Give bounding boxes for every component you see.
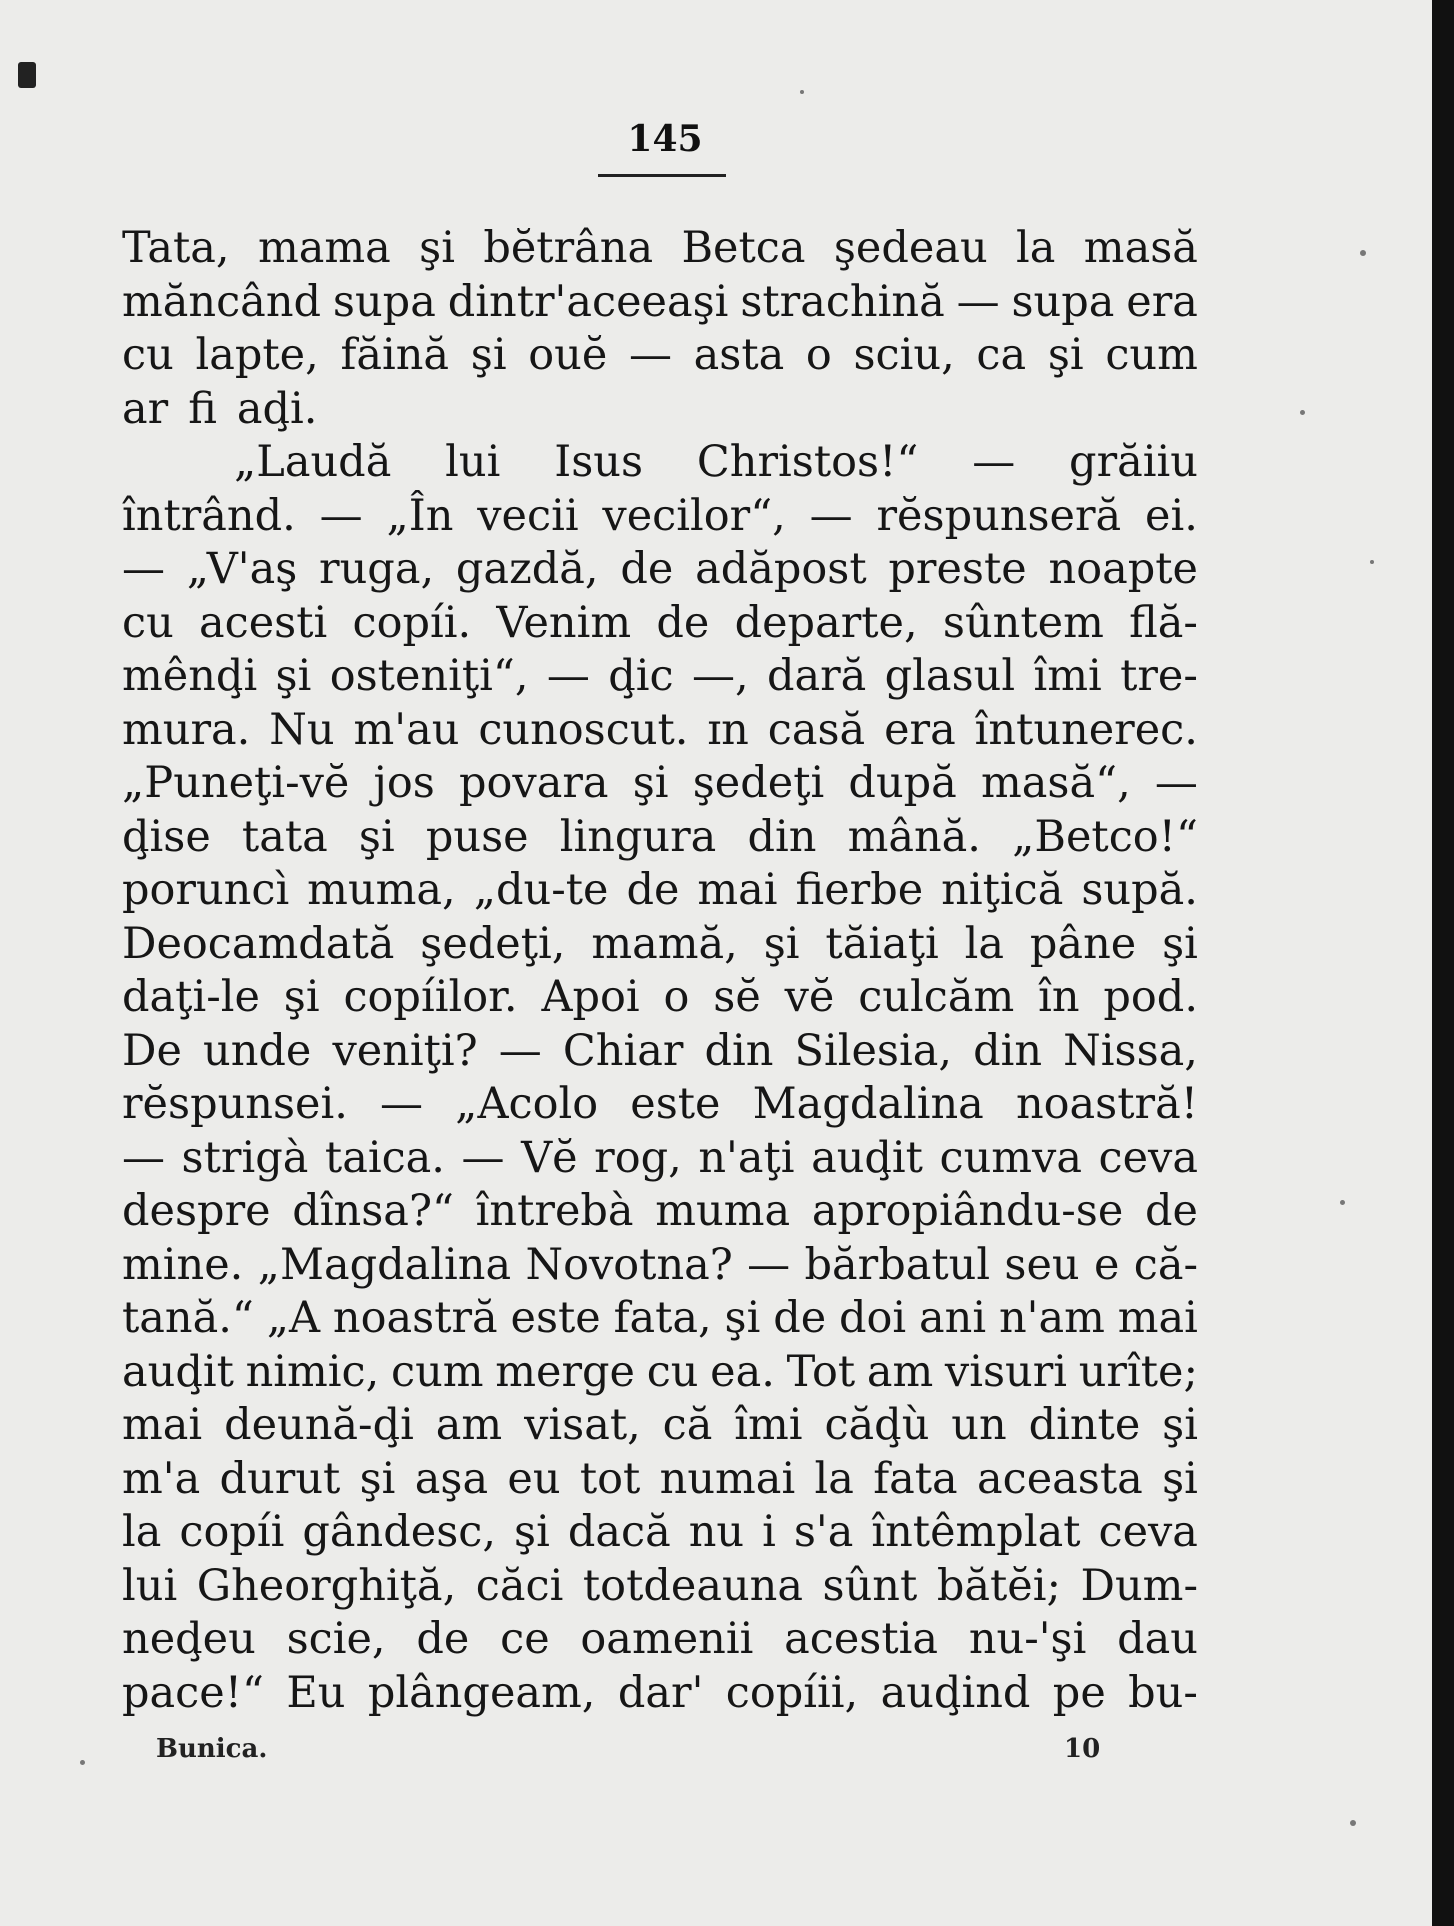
text-line: Deocamdată şedeţi, mamă, şi tăiaţi la pâne şi — [122, 918, 1198, 969]
text-line: pace!“ Eu plângeam, dar' copíii, auḑind pe bu- — [122, 1667, 1198, 1718]
text-line: poruncì muma, „du-te de mai fierbe niţică supă. — [122, 865, 1198, 915]
text-line: mênḑi şi osteniţi“, — ḑic —, dară glasul îmi tre- — [122, 651, 1198, 701]
paper-speck — [1360, 250, 1366, 256]
text-line: ḑise tata şi puse lingura din mână. „Betco!“ — [122, 811, 1198, 862]
text-line: rĕspunsei. — „Acolo este Magdalina noastră! — [122, 1079, 1198, 1129]
text-line: Tata, mama şi bĕtrâna Betca şedeau la masă — [122, 223, 1198, 273]
text-line: la copíi gândesc, şi dacă nu i s'a întêmplat ceva — [122, 1507, 1198, 1557]
scan-edge — [1432, 0, 1454, 1926]
sheet-number: 10 — [1064, 1734, 1101, 1764]
paper-speck — [1340, 1200, 1345, 1205]
header-rule — [598, 174, 726, 177]
text-line: auḑit nimic, cum merge cu ea. Tot am visuri urîte; — [122, 1346, 1198, 1397]
text-line: mura. Nu m'au cunoscut. ɪn casă era întunerec. — [122, 704, 1198, 755]
text-line: „Laudă lui Isus Christos!“ — grăiiu — [234, 437, 1198, 487]
text-line: mine. „Magdalina Novotna? — bărbatul seu e că- — [122, 1239, 1198, 1290]
text-line: De unde veniţi? — Chiar din Silesia, din Nissa, — [122, 1025, 1198, 1076]
paper-speck — [1370, 560, 1374, 564]
text-line: neḑeu scie, de ce oamenii acestia nu-'şi dau — [122, 1614, 1198, 1664]
text-line: lui Gheorghiţă, căci totdeauna sûnt bătĕi; Dum- — [122, 1560, 1198, 1611]
page-number: 145 — [627, 118, 703, 160]
text-line: „Puneţi-vĕ jos povara şi şedeţi după masă“, — — [122, 758, 1198, 808]
text-line: tană.“ „A noastră este fata, şi de doi ani n'am mai — [122, 1293, 1198, 1343]
signature-mark: Bunica. — [156, 1734, 268, 1764]
paper-speck — [80, 1760, 85, 1765]
text-line: cu lapte, făină şi ouĕ — asta o sciu, ca şi cum — [122, 330, 1198, 380]
text-line: ar fi aḑi. — [122, 383, 318, 434]
scan-mark — [18, 62, 36, 88]
text-line: daţi-le şi copíilor. Apoi o sĕ vĕ culcăm în pod. — [122, 972, 1198, 1022]
text-line: — strigà taica. — Vĕ rog, n'aţi auḑit cumva ceva — [122, 1132, 1198, 1183]
paper-speck — [1300, 410, 1305, 415]
text-line: întrând. — „În vecii vecilor“, — rĕspunseră ei. — [122, 490, 1198, 541]
paper-speck — [800, 90, 804, 94]
text-line: cu acesti copíi. Venim de departe, sûntem flă- — [122, 597, 1198, 648]
text-line: despre dînsa?“ întrebà muma apropiându-se de — [122, 1186, 1198, 1236]
body-text — [122, 222, 1198, 1720]
paper-speck — [1350, 1820, 1356, 1826]
text-line: — „V'aş ruga, gazdă, de adăpost preste noapte — [122, 544, 1198, 594]
text-line: m'a durut şi aşa eu tot numai la fata aceasta şi — [122, 1453, 1198, 1504]
text-line: măncând supa dintr'aceeaşi strachină — supa era — [122, 276, 1198, 327]
text-line: mai deună-ḑi am visat, că îmi căḑù un dinte şi — [122, 1400, 1198, 1450]
